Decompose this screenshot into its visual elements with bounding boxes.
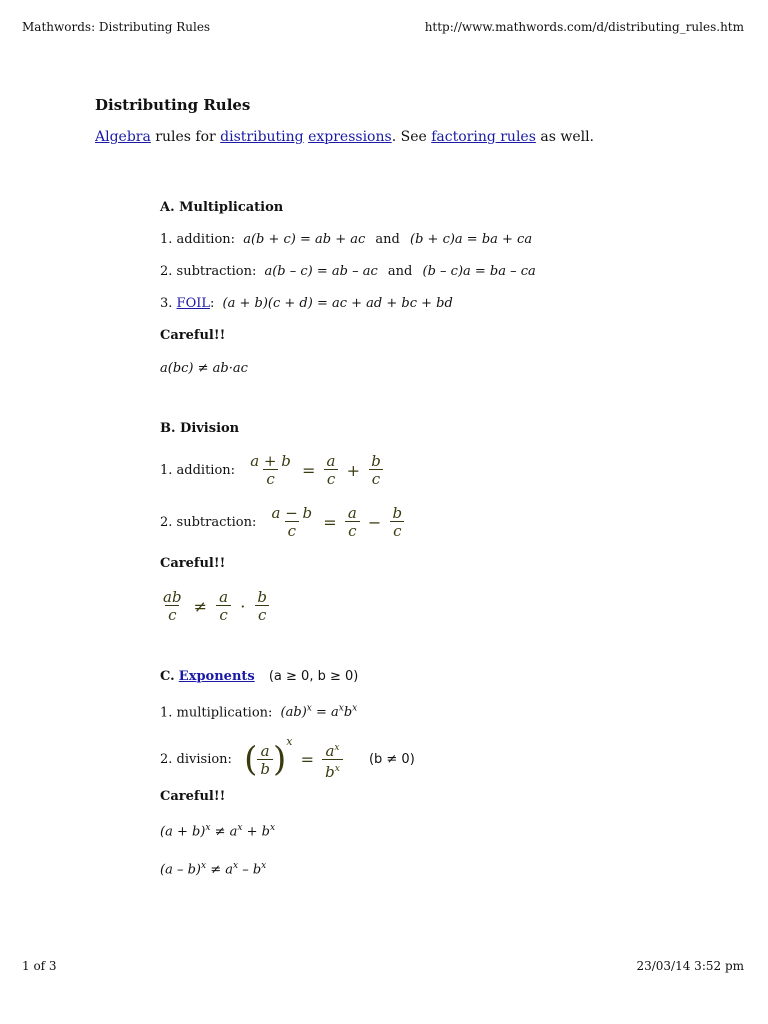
plus-sign: +: [346, 460, 361, 480]
fraction: $\frac{a - b}{c}$: [271, 504, 313, 540]
division-subtraction-rule: [160, 505, 405, 539]
and-text: and: [387, 264, 413, 279]
factoring-rules-link[interactable]: factoring rules: [431, 129, 536, 145]
careful-label: Careful!!: [160, 328, 226, 343]
formula: (b + c)a = ba + ca: [410, 232, 533, 247]
multiplication-subtraction-rule: [160, 264, 536, 279]
multiplication-heading: A. Multiplication: [160, 200, 284, 215]
fraction: $\frac{b}{c}$: [254, 589, 270, 623]
fraction: $\frac{a}{c}$: [324, 453, 339, 487]
formula: (a + b)(c + d) = ac + ad + bc + bd: [222, 296, 453, 311]
exponents-multiplication-rule: [160, 704, 357, 720]
equals-sign: =: [302, 460, 316, 480]
rule-label: 2. division:: [160, 752, 232, 767]
careful-label: Careful!!: [160, 556, 226, 571]
exponents-careful-formula-1: $(a + b)^x \ne a^x + b^x$: [160, 823, 276, 840]
formula: (b – c)a = ba – ca: [422, 264, 536, 279]
intro-text-3: as well.: [535, 129, 595, 145]
intro-text-1: rules for: [150, 129, 221, 145]
exponent: x: [286, 735, 293, 748]
fraction: $\frac{b}{c}$: [389, 505, 405, 539]
algebra-link[interactable]: Algebra: [95, 129, 151, 145]
division-condition: (b ≠ 0): [368, 752, 415, 767]
rule-label: 1. multiplication:: [160, 705, 273, 721]
fraction: $\frac{a}{c}$: [345, 505, 360, 539]
not-equal-sign: ≠: [193, 596, 208, 616]
and-text: and: [375, 232, 400, 247]
page-number: 1 of 3: [22, 959, 57, 973]
fraction: $\frac{a^x}{b^x}$: [322, 740, 343, 780]
multiplication-addition-rule: [160, 232, 532, 247]
colon: :: [210, 296, 215, 311]
exponents-division-rule: 2. division: ( $\frac{a}{b}$ )$^x$ = $\frac{a^x}{b^x}$ (b ≠ 0): [160, 735, 415, 781]
division-addition-rule: [160, 453, 384, 487]
rule-label: 3.: [160, 296, 173, 311]
rule-label: 2. subtraction:: [160, 514, 257, 530]
exponents-link[interactable]: Exponents: [178, 669, 255, 684]
intro-paragraph: [95, 129, 594, 145]
division-careful-formula: [160, 589, 270, 623]
distributing-link[interactable]: distributing: [220, 129, 304, 145]
heading-prefix: C.: [160, 669, 175, 684]
print-header-url: http://www.mathwords.com/d/distributing_rules.htm: [424, 20, 744, 34]
formula: a(b + c) = ab + ac: [243, 232, 366, 247]
expressions-link[interactable]: expressions: [308, 129, 392, 145]
rule-label: 1. addition:: [160, 462, 236, 478]
fraction: $\frac{ab}{c}$: [163, 588, 182, 624]
careful-label: Careful!!: [160, 789, 226, 804]
exponents-condition: (a ≥ 0, b ≥ 0): [268, 669, 359, 684]
print-header-title: Mathwords: Distributing Rules: [22, 20, 211, 34]
division-heading: B. Division: [160, 421, 240, 436]
page-title: Distributing Rules: [95, 96, 251, 114]
rule-label: 2. subtraction:: [160, 264, 257, 279]
formula: a(b – c) = ab – ac: [264, 264, 378, 279]
equals-sign: =: [323, 512, 337, 532]
dot-operator: ·: [240, 596, 246, 616]
minus-sign: −: [367, 512, 382, 532]
careful-formula: a(bc) ≠ ab·ac: [160, 361, 248, 376]
foil-link[interactable]: FOIL: [176, 296, 210, 311]
formula: $(ab)^x = a^xb^x$: [280, 704, 358, 721]
exponents-heading: [160, 669, 358, 684]
intro-text-2: . See: [391, 129, 432, 145]
fraction: $\frac{a}{c}$: [216, 589, 231, 623]
equals-sign: =: [300, 750, 314, 769]
fraction: $\frac{b}{c}$: [368, 453, 384, 487]
print-datetime: 23/03/14 3:52 pm: [636, 959, 744, 973]
fraction: $\frac{a + b}{c}$: [250, 452, 291, 488]
fraction: $\frac{a}{b}$: [257, 743, 273, 777]
exponents-careful-formula-2: $(a - b)^x \ne a^x - b^x$: [160, 861, 267, 878]
rule-label: 1. addition:: [160, 232, 236, 247]
multiplication-foil-rule: [160, 296, 453, 311]
